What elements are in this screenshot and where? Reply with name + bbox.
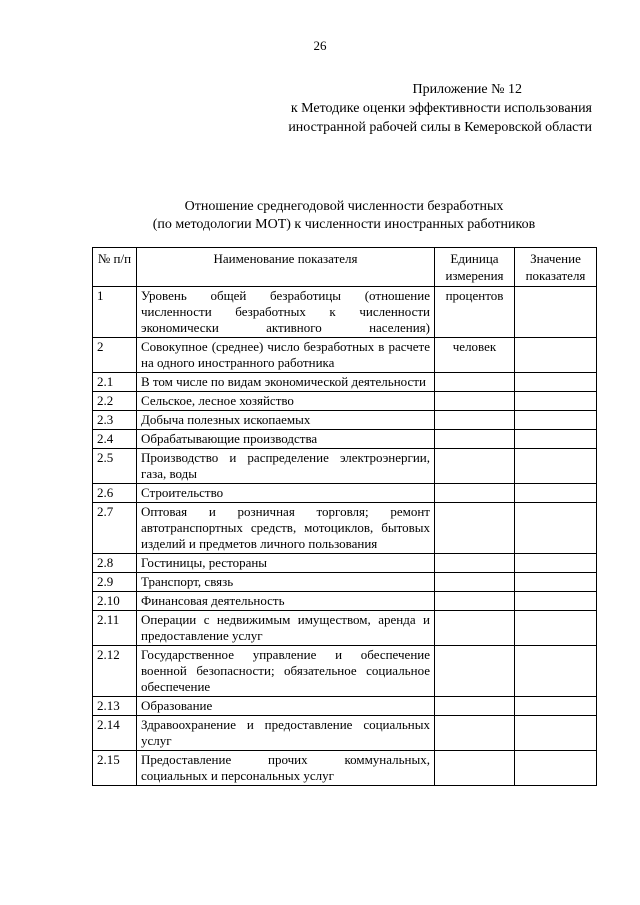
indicators-table: [92, 247, 597, 786]
row-value: [515, 751, 597, 786]
row-indicator-name: Операции с недвижимым имуществом, аренда и предоставление услуг: [137, 611, 435, 646]
table-row: [93, 751, 597, 786]
row-value: [515, 592, 597, 611]
row-number: 2.12: [93, 646, 137, 697]
row-number: 2.6: [93, 484, 137, 503]
row-unit: [435, 430, 515, 449]
appendix-reference-line-2: иностранной рабочей силы в Кемеровской области: [288, 120, 592, 135]
row-indicator-name: Добыча полезных ископаемых: [137, 411, 435, 430]
table-row: [93, 338, 597, 373]
row-value: [515, 611, 597, 646]
table-row: [93, 646, 597, 697]
row-indicator-name: Транспорт, связь: [137, 573, 435, 592]
row-indicator-name: Уровень общей безработицы (отношение численности безработных к численности экономически активного населения): [137, 287, 435, 338]
table-row: [93, 484, 597, 503]
row-unit: [435, 646, 515, 697]
row-unit: [435, 592, 515, 611]
row-value: [515, 338, 597, 373]
row-unit: процентов: [435, 287, 515, 338]
row-indicator-name: Производство и распределение электроэнергии, газа, воды: [137, 449, 435, 484]
row-number: 2.8: [93, 554, 137, 573]
table-row: [93, 697, 597, 716]
row-indicator-name: Оптовая и розничная торговля; ремонт автотранспортных средств, мотоциклов, бытовых изделий и предметов личного пользования: [137, 503, 435, 554]
row-number: 2.2: [93, 392, 137, 411]
row-value: [515, 716, 597, 751]
row-indicator-name: Совокупное (среднее) число безработных в расчете на одного иностранного работника: [137, 338, 435, 373]
row-number: 1: [93, 287, 137, 338]
row-unit: [435, 484, 515, 503]
header-number: № п/п: [93, 248, 137, 287]
row-number: 2.3: [93, 411, 137, 430]
table-row: [93, 373, 597, 392]
document-title-line-1: Отношение среднегодовой численности безработных: [184, 199, 504, 214]
table-row: [93, 449, 597, 484]
row-number: 2.1: [93, 373, 137, 392]
document-title-line-2: (по методологии МОТ) к численности иностранных работников: [152, 217, 536, 232]
table-row: [93, 503, 597, 554]
row-unit: [435, 697, 515, 716]
row-indicator-name: Предоставление прочих коммунальных, социальных и персональных услуг: [137, 751, 435, 786]
row-value: [515, 449, 597, 484]
row-indicator-name: Обрабатывающие производства: [137, 430, 435, 449]
row-indicator-name: Государственное управление и обеспечение военной безопасности; обязательное социальное обеспечение: [137, 646, 435, 697]
row-value: [515, 554, 597, 573]
table-row: [93, 573, 597, 592]
row-indicator-name: Финансовая деятельность: [137, 592, 435, 611]
row-indicator-name: Здравоохранение и предоставление социальных услуг: [137, 716, 435, 751]
table-row: [93, 411, 597, 430]
row-unit: [435, 611, 515, 646]
row-value: [515, 392, 597, 411]
row-value: [515, 697, 597, 716]
row-number: 2.11: [93, 611, 137, 646]
row-number: 2.13: [93, 697, 137, 716]
table-row: [93, 392, 597, 411]
header-indicator-name: Наименование показателя: [137, 248, 435, 287]
row-unit: [435, 411, 515, 430]
table-row: [93, 287, 597, 338]
row-number: 2: [93, 338, 137, 373]
row-number: 2.9: [93, 573, 137, 592]
table-row: [93, 716, 597, 751]
header-value: Значение показателя: [515, 248, 597, 287]
row-value: [515, 430, 597, 449]
appendix-number: Приложение № 12: [412, 82, 522, 97]
row-unit: [435, 449, 515, 484]
header-unit: Единица измерения: [435, 248, 515, 287]
row-number: 2.10: [93, 592, 137, 611]
row-number: 2.14: [93, 716, 137, 751]
row-number: 2.4: [93, 430, 137, 449]
table-row: [93, 430, 597, 449]
row-unit: [435, 573, 515, 592]
row-unit: [435, 392, 515, 411]
table-row: [93, 554, 597, 573]
row-unit: [435, 503, 515, 554]
row-number: 2.5: [93, 449, 137, 484]
row-value: [515, 287, 597, 338]
row-value: [515, 373, 597, 392]
row-number: 2.15: [93, 751, 137, 786]
table-header-row: [93, 248, 597, 287]
row-indicator-name: Образование: [137, 697, 435, 716]
row-indicator-name: В том числе по видам экономической деятельности: [137, 373, 435, 392]
appendix-header: [172, 80, 592, 137]
row-unit: [435, 373, 515, 392]
row-unit: [435, 751, 515, 786]
table-row: [93, 592, 597, 611]
row-indicator-name: Гостиницы, рестораны: [137, 554, 435, 573]
row-value: [515, 646, 597, 697]
row-unit: [435, 716, 515, 751]
row-indicator-name: Сельское, лесное хозяйство: [137, 392, 435, 411]
appendix-reference-line-1: к Методике оценки эффективности использования: [290, 101, 592, 116]
document-title: [92, 198, 596, 234]
row-unit: человек: [435, 338, 515, 373]
row-indicator-name: Строительство: [137, 484, 435, 503]
table-row: [93, 611, 597, 646]
row-value: [515, 503, 597, 554]
page-number: 26: [313, 38, 327, 53]
row-number: 2.7: [93, 503, 137, 554]
row-value: [515, 411, 597, 430]
row-unit: [435, 554, 515, 573]
row-value: [515, 484, 597, 503]
row-value: [515, 573, 597, 592]
